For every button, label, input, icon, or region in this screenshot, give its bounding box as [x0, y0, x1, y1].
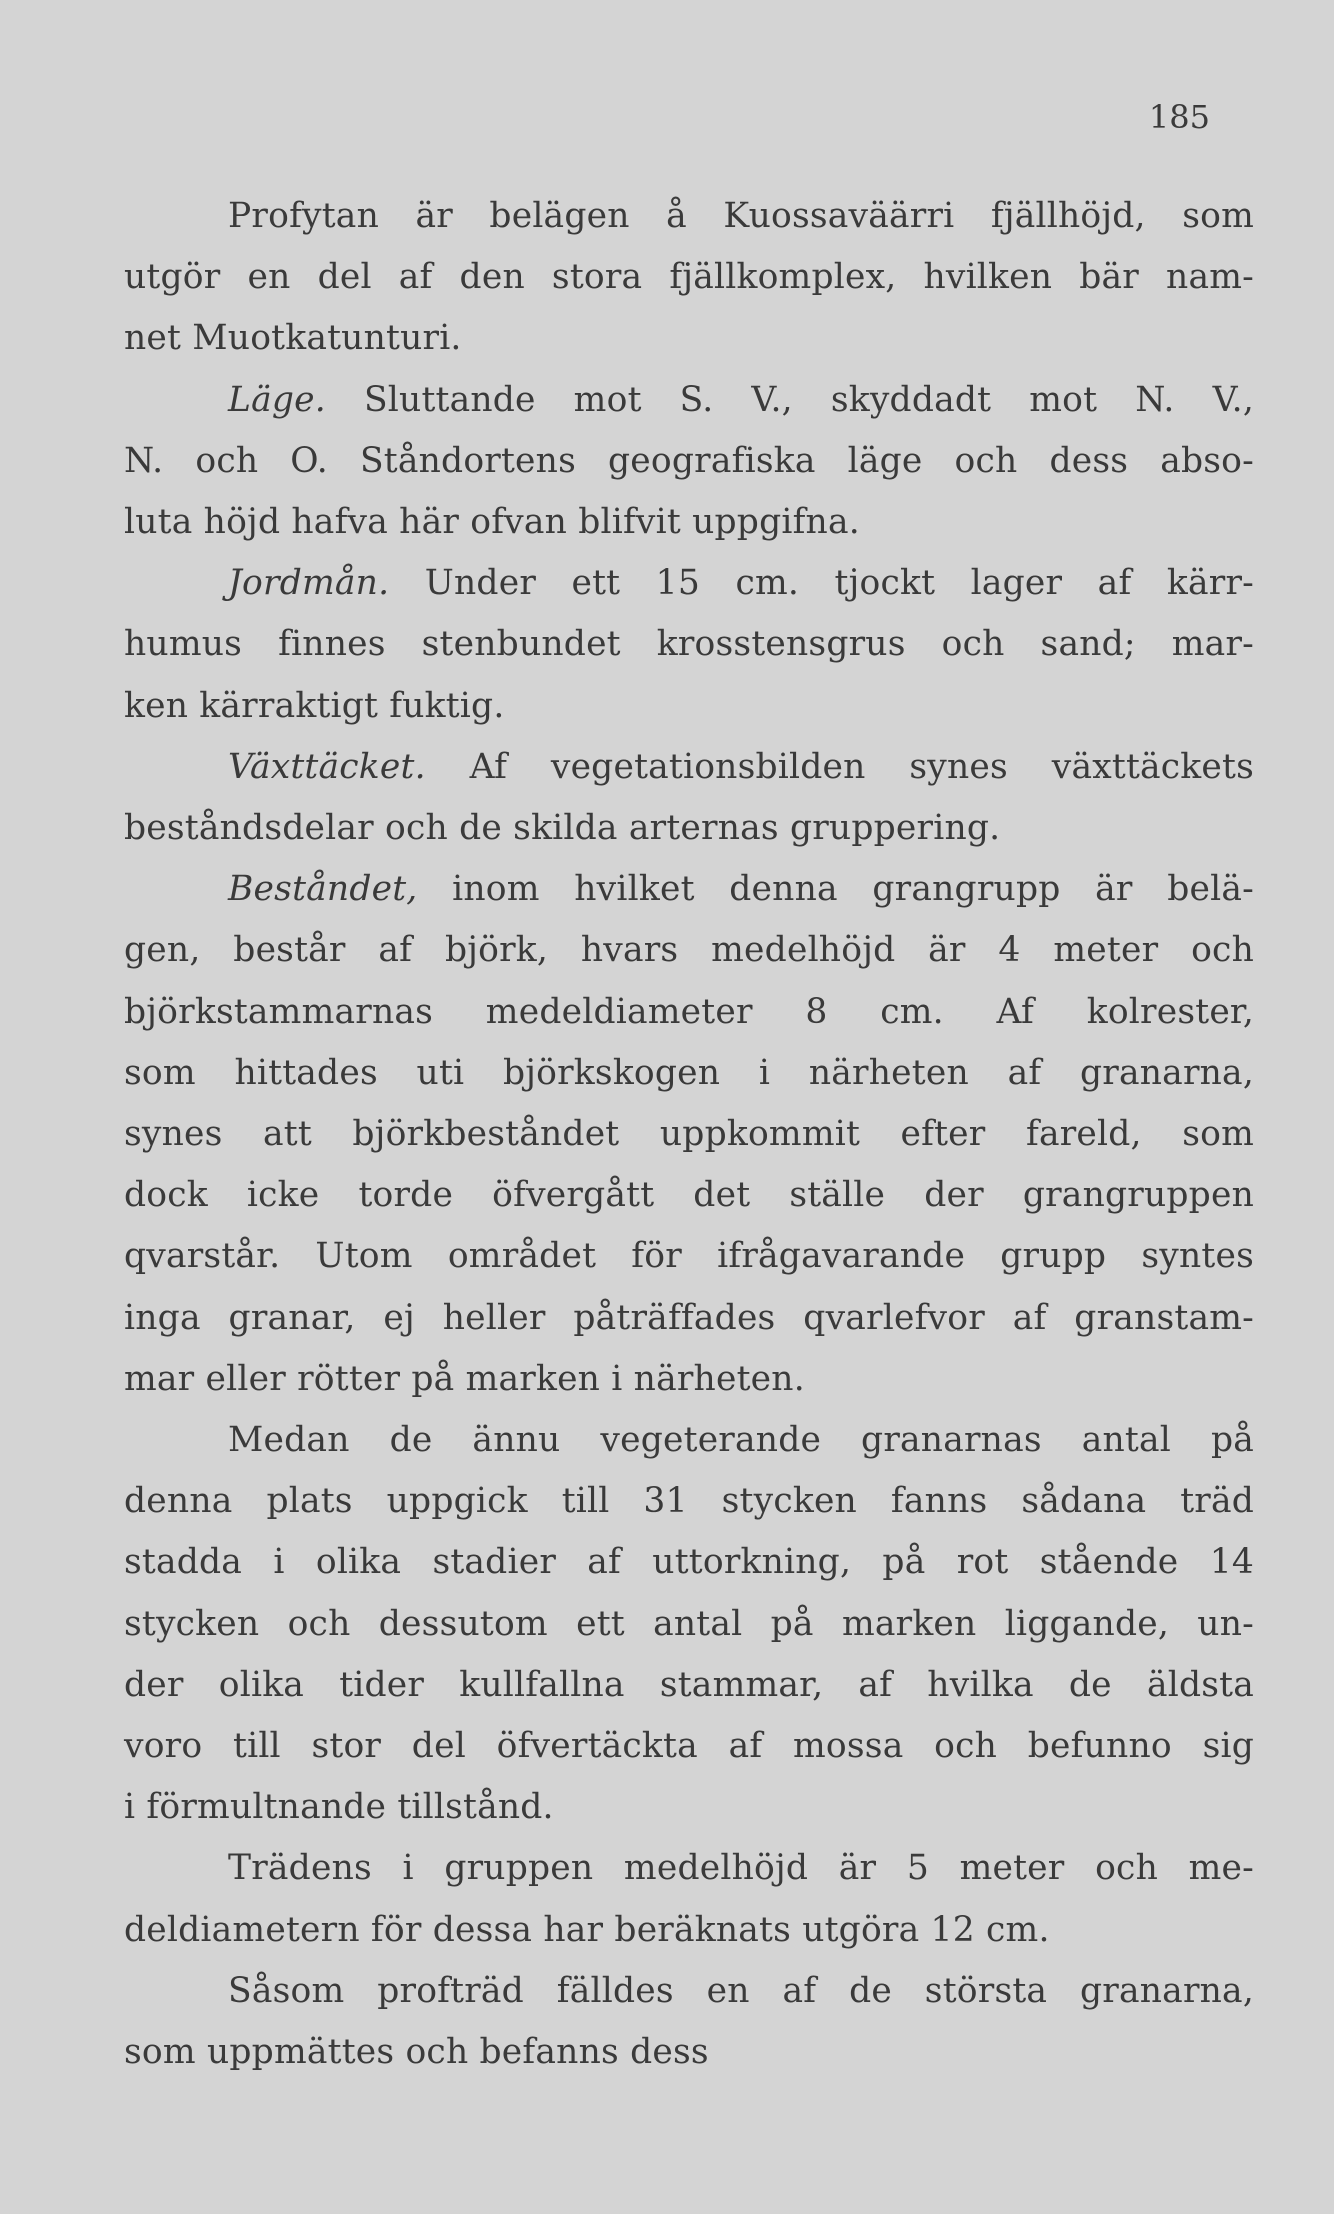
- text-line: [124, 859, 1254, 920]
- text-line: stadda i olika stadier af uttorkning, på rot stående 14: [124, 1542, 1254, 1583]
- text-line: mar eller rötter på marken i närheten.: [124, 1358, 805, 1399]
- text-line: voro till stor del öfvertäckta af mossa och befunno sig: [124, 1726, 1254, 1767]
- section-heading: Växttäcket.: [228, 746, 426, 787]
- section-heading: Beståndet,: [228, 869, 418, 910]
- text-line: stycken och dessutom ett antal på marken liggande, un-: [124, 1603, 1254, 1644]
- text-line: Trädens i gruppen medelhöjd är 5 meter och me-: [228, 1848, 1254, 1889]
- text-line: beståndsdelar och de skilda arternas gruppering.: [124, 808, 1001, 849]
- text-line-rest: inom hvilket denna grangrupp är belä-: [417, 869, 1254, 910]
- text-line: utgör en del af den stora fjällkomplex, hvilken bär nam-: [124, 257, 1254, 298]
- text-line: der olika tider kullfallna stammar, af hvilka de äldsta: [124, 1664, 1254, 1705]
- text-line-rest: Sluttande mot S. V., skyddadt mot N. V.,: [325, 379, 1254, 420]
- text-line: gen, består af björk, hvars medelhöjd är 4 meter och: [124, 930, 1254, 971]
- text-line: som uppmättes och befanns dess: [124, 2032, 709, 2073]
- text-line: N. och O. Ståndortens geografiska läge och dess abso-: [124, 440, 1254, 481]
- section-heading: Jordmån.: [228, 563, 390, 604]
- text-line: deldiametern för dessa har beräknats utgöra 12 cm.: [124, 1909, 1050, 1950]
- text-line: luta höjd hafva här ofvan blifvit uppgifna.: [124, 502, 860, 543]
- text-line-rest: Under ett 15 cm. tjockt lager af kärr-: [389, 563, 1254, 604]
- text-line: net Muotkatunturi.: [124, 318, 462, 359]
- text-line: Såsom profträd fälldes en af de största granarna,: [228, 1970, 1254, 2011]
- text-line-rest: Af vegetationsbilden synes växttäckets: [425, 746, 1254, 787]
- text-line: humus finnes stenbundet krosstensgrus och sand; mar-: [124, 624, 1254, 665]
- section-heading: Läge.: [228, 379, 326, 420]
- text-line: Medan de ännu vegeterande granarnas antal på: [228, 1420, 1254, 1461]
- text-line: [124, 370, 1254, 431]
- text-line: björkstammarnas medeldiameter 8 cm. Af kolrester,: [124, 991, 1254, 1032]
- text-line: i förmultnande tillstånd.: [124, 1787, 554, 1828]
- text-line: [124, 737, 1254, 798]
- text-line: Profytan är belägen å Kuossaväärri fjällhöjd, som: [228, 196, 1254, 236]
- text-line: ken kärraktigt fuktig.: [124, 685, 505, 726]
- text-line: synes att björkbeståndet uppkommit efter fareld, som: [124, 1114, 1254, 1155]
- text-line: qvarstår. Utom området för ifrågavarande grupp syntes: [124, 1236, 1254, 1277]
- text-line: denna plats uppgick till 31 stycken fanns sådana träd: [124, 1481, 1254, 1522]
- page-number: 185: [1148, 98, 1210, 136]
- body-text: [124, 186, 1254, 2083]
- text-line: [124, 553, 1254, 614]
- text-line: inga granar, ej heller påträffades qvarlefvor af granstam-: [124, 1297, 1254, 1338]
- text-line: dock icke torde öfvergått det ställe der grangruppen: [124, 1175, 1254, 1216]
- text-line: som hittades uti björkskogen i närheten af granarna,: [124, 1052, 1254, 1093]
